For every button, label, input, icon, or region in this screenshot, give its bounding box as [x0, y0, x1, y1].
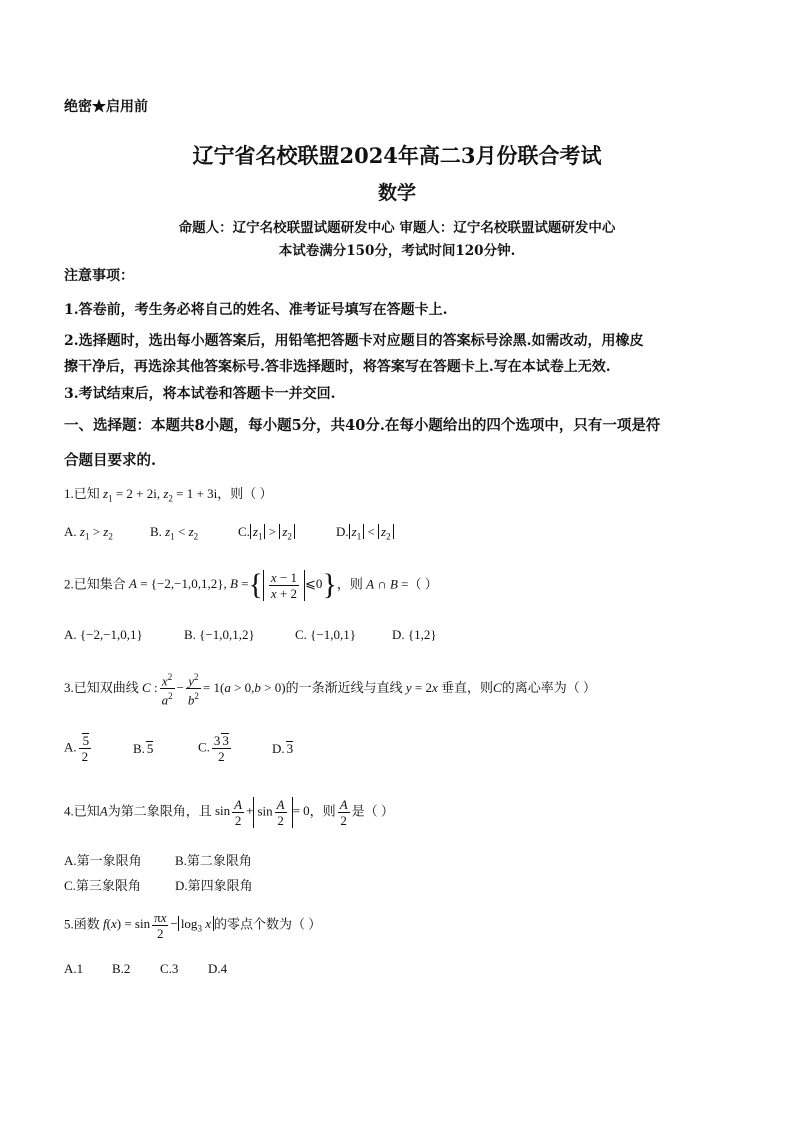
q1-prefix: 1.已知 [64, 486, 100, 501]
confidential-label: 绝密★启用前 [64, 99, 148, 115]
q3-option-b: B. 5 [133, 741, 154, 756]
q1-suffix: ，则（ ） [217, 486, 273, 501]
q1-option-d: D. $z_1 < z_2$ [336, 524, 394, 542]
q2-formula: A = {−2,−1,0,1,2}, B ={ $\frac{x - 1}{x + 2}$ ⩽0} [129, 568, 337, 602]
q5-formula: f(x) = sin $\frac{\pi x}{2}$ − $\log_3 x$ [103, 916, 214, 931]
q4-prefix: 4.已知 [64, 803, 100, 819]
q3-option-d: D. 3 [272, 741, 294, 756]
q2-expression: A ∩ B = [366, 576, 409, 592]
q4-formula: sin $\frac{A}{2}$ + sin $\frac{A}{2}$ = 0 [214, 797, 310, 828]
exam-title: 辽宁省名校联盟2024年高二3月份联合考试 [192, 143, 602, 168]
question-3: 3.已知双曲线 C : $\frac{x^2}{a^2}$ − $\frac{y^2}{b^2}$ = 1(a > 0,b > 0)的一条渐近线与直线 y = 2x 垂直，则C的离心率为（ ） [64, 672, 596, 708]
q5-suffix: 的零点个数为（ ） [213, 916, 322, 932]
note-item-3: 3.考试结束后，将本试卷和答题卡一并交回. [64, 386, 336, 402]
q4-option-d: D.第四象限角 [175, 878, 253, 893]
q3-middle: 的一条渐近线与直线 [285, 679, 403, 695]
q4-option-a: A.第一象限角 [64, 853, 142, 868]
authors-line: 命题人：辽宁名校联盟试题研发中心 审题人：辽宁名校联盟试题研发中心 [178, 220, 616, 236]
section-1-heading-line2: 合题目要求的. [64, 452, 157, 469]
section-1-heading-line1: 一、选择题：本题共8小题，每小题5分，共40分.在每小题给出的四个选项中，只有一项是符 [64, 417, 661, 434]
q4-suffix: 是（ ） [351, 803, 394, 819]
question-5 [64, 910, 321, 941]
q5-prefix: 5.函数 [64, 916, 100, 932]
notes-title: 注意事项： [64, 268, 134, 284]
q2-tail: （ ） [408, 576, 438, 592]
q2-option-a: A. {−2,−1,0,1} [64, 627, 143, 642]
q1-option-b: B. $z_1 < z_2$ [150, 524, 199, 542]
q5-option-b: B.2 [112, 961, 131, 976]
q2-prefix: 2.已知集合 [64, 576, 126, 592]
q2-option-c: C. {−1,0,1} [295, 627, 356, 642]
q3-option-a: A. $\frac{5}{2}$ [64, 733, 90, 764]
q3-line: y = 2x [405, 679, 438, 695]
subject-title: 数学 [377, 182, 416, 204]
q2-option-b: B. {−1,0,1,2} [184, 627, 255, 642]
q3-prefix: 3.已知双曲线 [64, 679, 139, 695]
q4-option-b: B.第二象限角 [175, 853, 252, 868]
q5-option-c: C.3 [160, 961, 179, 976]
q1-option-a: A. $z_1 > z_2$ [64, 524, 113, 542]
note-item-2-line1: 2.选择题时，选出每小题答案后，用铅笔把答题卡对应题目的答案标号涂黑.如需改动，用橡皮 [64, 333, 644, 349]
q2-suffix: ，则 [336, 576, 363, 592]
q3-option-c: C. $\frac{3 3}{2}$ [198, 733, 229, 764]
q5-option-d: D.4 [208, 961, 228, 976]
q4-option-c: C.第三象限角 [64, 878, 141, 893]
q4-middle: 为第二象限角，且 [107, 803, 212, 819]
q3-middle2: 垂直，则 [441, 679, 494, 695]
q4-middle2: ，则 [309, 803, 336, 819]
question-2 [64, 570, 438, 601]
q3-suffix: 的离心率为（ ） [501, 679, 596, 695]
q2-option-d: D. {1,2} [392, 627, 437, 642]
q1-formula: $z_1 = 2 + 2i$, $z_2 = 1 + 3i$ [103, 486, 218, 504]
q5-option-a: A.1 [64, 961, 84, 976]
q1-option-c: C. $z_1 > z_2$ [238, 524, 295, 542]
note-item-1: 1.答卷前，考生务必将自己的姓名、准考证号填写在答题卡上. [64, 302, 448, 318]
question-1 [64, 483, 272, 504]
q3-formula: C : $\frac{x^2}{a^2}$ − $\frac{y^2}{b^2}$ = 1(a > 0,b > 0) [142, 672, 286, 708]
question-4: 4.已知A为第二象限角，且 sin $\frac{A}{2}$ + sin $\frac{A}{2}$ = 0，则 $\frac{A}{2}$ 是（ ） [64, 797, 394, 828]
scoring-line: 本试卷满分150分，考试时间120分钟. [278, 243, 516, 259]
note-item-2-line2: 擦干净后，再选涂其他答案标号.答非选择题时，将答案写在答题卡上.写在本试卷上无效. [64, 359, 611, 375]
